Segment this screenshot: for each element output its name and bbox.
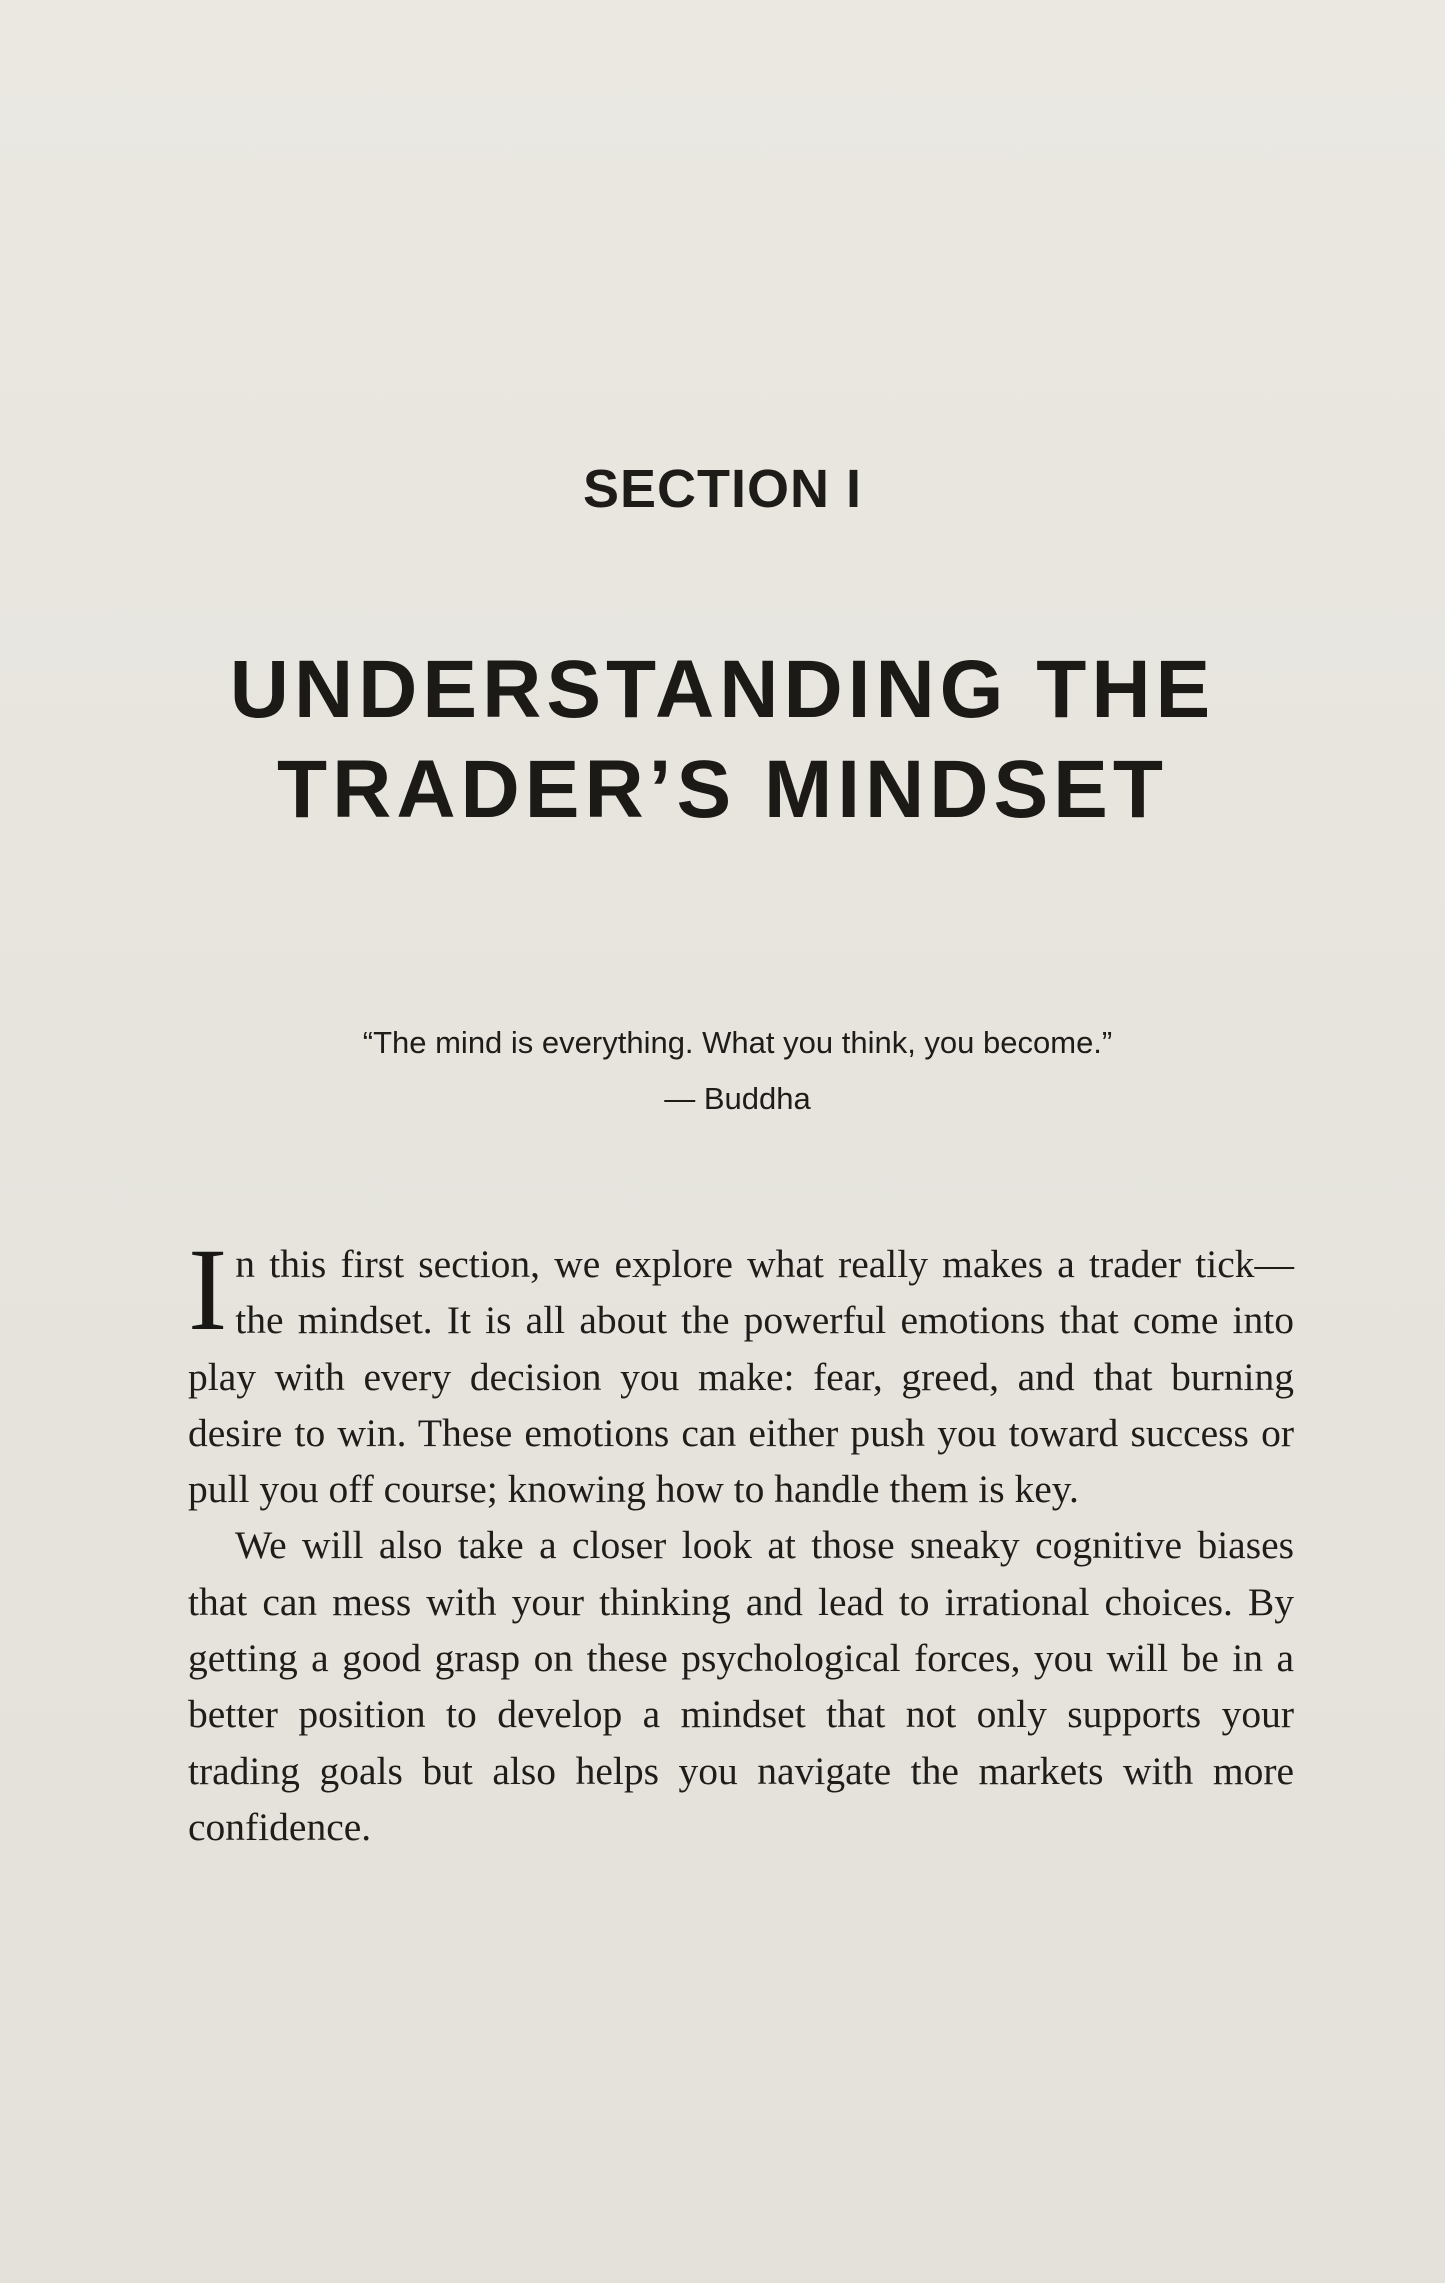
body-paragraph-2: We will also take a closer look at those sneaky cognitive biases that can mess with your thinking and lead to irrational choices. By getting a good grasp on these psychological forces, you will be in a better position to develop a mindset that not only supports your trading goals but also helps you navigate the markets with more confidence. [188,1523,1294,1849]
epigraph-attribution: — Buddha [664,1081,811,1116]
epigraph [0,1015,1445,1127]
section-title [0,640,1445,840]
section-title-line-1: UNDERSTANDING THE [229,644,1216,735]
body-text [188,1224,1294,1855]
section-title-line-2: TRADER’S MINDSET [277,744,1168,835]
epigraph-quote: “The mind is everything. What you think, you become.” [362,1025,1113,1060]
drop-cap: I [188,1224,228,1355]
body-paragraph-1 [188,1224,1294,1517]
section-label: SECTION I [582,459,863,519]
body-paragraph-1-text: n this first section, we explore what really makes a trader tick—the mindset. It is all about the powerful emotions that come into play with every decision you make: fear, greed, and that burning desire to win. These emotions can either push you toward success or pull you off course; knowing how to handle them is key. [188,1242,1294,1512]
